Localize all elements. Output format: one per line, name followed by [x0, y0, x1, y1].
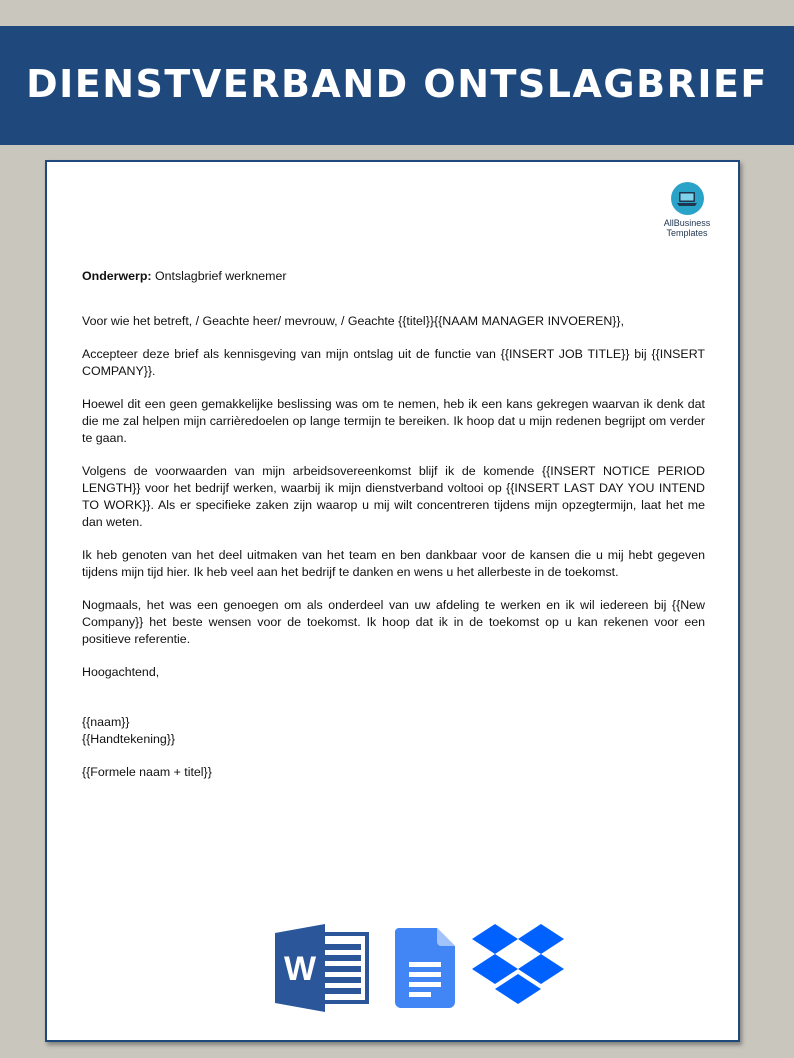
logo-text-line2: Templates — [666, 228, 708, 238]
subject-label: Onderwerp: — [82, 269, 152, 283]
closing: Hoogachtend, — [82, 665, 160, 679]
allbusiness-logo — [657, 182, 717, 238]
download-icons — [275, 924, 575, 1016]
logo-text-line1: AllBusiness — [663, 218, 711, 228]
formal-name-title: {{Formele naam + titel}} — [82, 765, 212, 779]
signature: {{Handtekening}} — [82, 732, 176, 746]
header-banner — [0, 26, 794, 145]
laptop-icon — [671, 182, 704, 215]
dropbox-icon[interactable] — [471, 924, 565, 1019]
google-docs-icon[interactable] — [395, 928, 455, 1013]
paragraph-2: Hoewel dit een geen gemakkelijke beslissing was om te nemen, heb ik een kans gekregen waarvan ik denk dat die me zal helpen mijn carrièredoelen op lange termijn te bereiken. Ik hoop dat u mijn redenen begrijpt om verder te gaan. — [82, 397, 705, 445]
paragraph-5: Nogmaals, het was een genoegen om als onderdeel van uw afdeling te werken en ik wil iedereen bij {{New Company}} het beste wensen voor de toekomst. Ik hoop dat ik in de toekomst op u kan rekenen voor een positieve referentie. — [82, 598, 705, 646]
sender-name: {{naam}} — [82, 715, 130, 729]
paragraph-1: Accepteer deze brief als kennisgeving van mijn ontslag uit de functie van {{INSERT JOB TITLE}} bij {{INSERT COMPANY}}. — [82, 347, 705, 378]
word-icon[interactable] — [275, 924, 369, 1017]
salutation: Voor wie het betreft, / Geachte heer/ mevrouw, / Geachte {{titel}}{{NAAM MANAGER INVOEREN}}, — [82, 314, 625, 328]
svg-text:W: W — [283, 950, 317, 988]
paragraph-4: Ik heb genoten van het deel uitmaken van het team en ben dankbaar voor de kansen die u mij hebt gegeven tijdens mijn tijd hier. Ik heb veel aan het bedrijf te danken en wens u het allerbeste in de toekomst. — [82, 548, 705, 579]
paragraph-3: Volgens de voorwaarden van mijn arbeidsovereenkomst blijf ik de komende {{INSERT NOTICE PERIOD LENGTH}} voor het bedrijf werken, waarbij ik mijn dienstverband voltooi op {{INSERT LAST DAY YOU INTEND TO WORK}}. Als er specifieke zaken zijn waarop u mij wilt concentreren tijdens mijn opzegtermijn, laat het me dan weten. — [82, 464, 705, 529]
document-page — [45, 160, 740, 1042]
subject-line — [82, 268, 705, 285]
page-title: DIENSTVERBAND ONTSLAGBRIEF — [26, 61, 768, 106]
subject-text: Ontslagbrief werknemer — [151, 269, 287, 283]
letter-body — [82, 268, 705, 781]
